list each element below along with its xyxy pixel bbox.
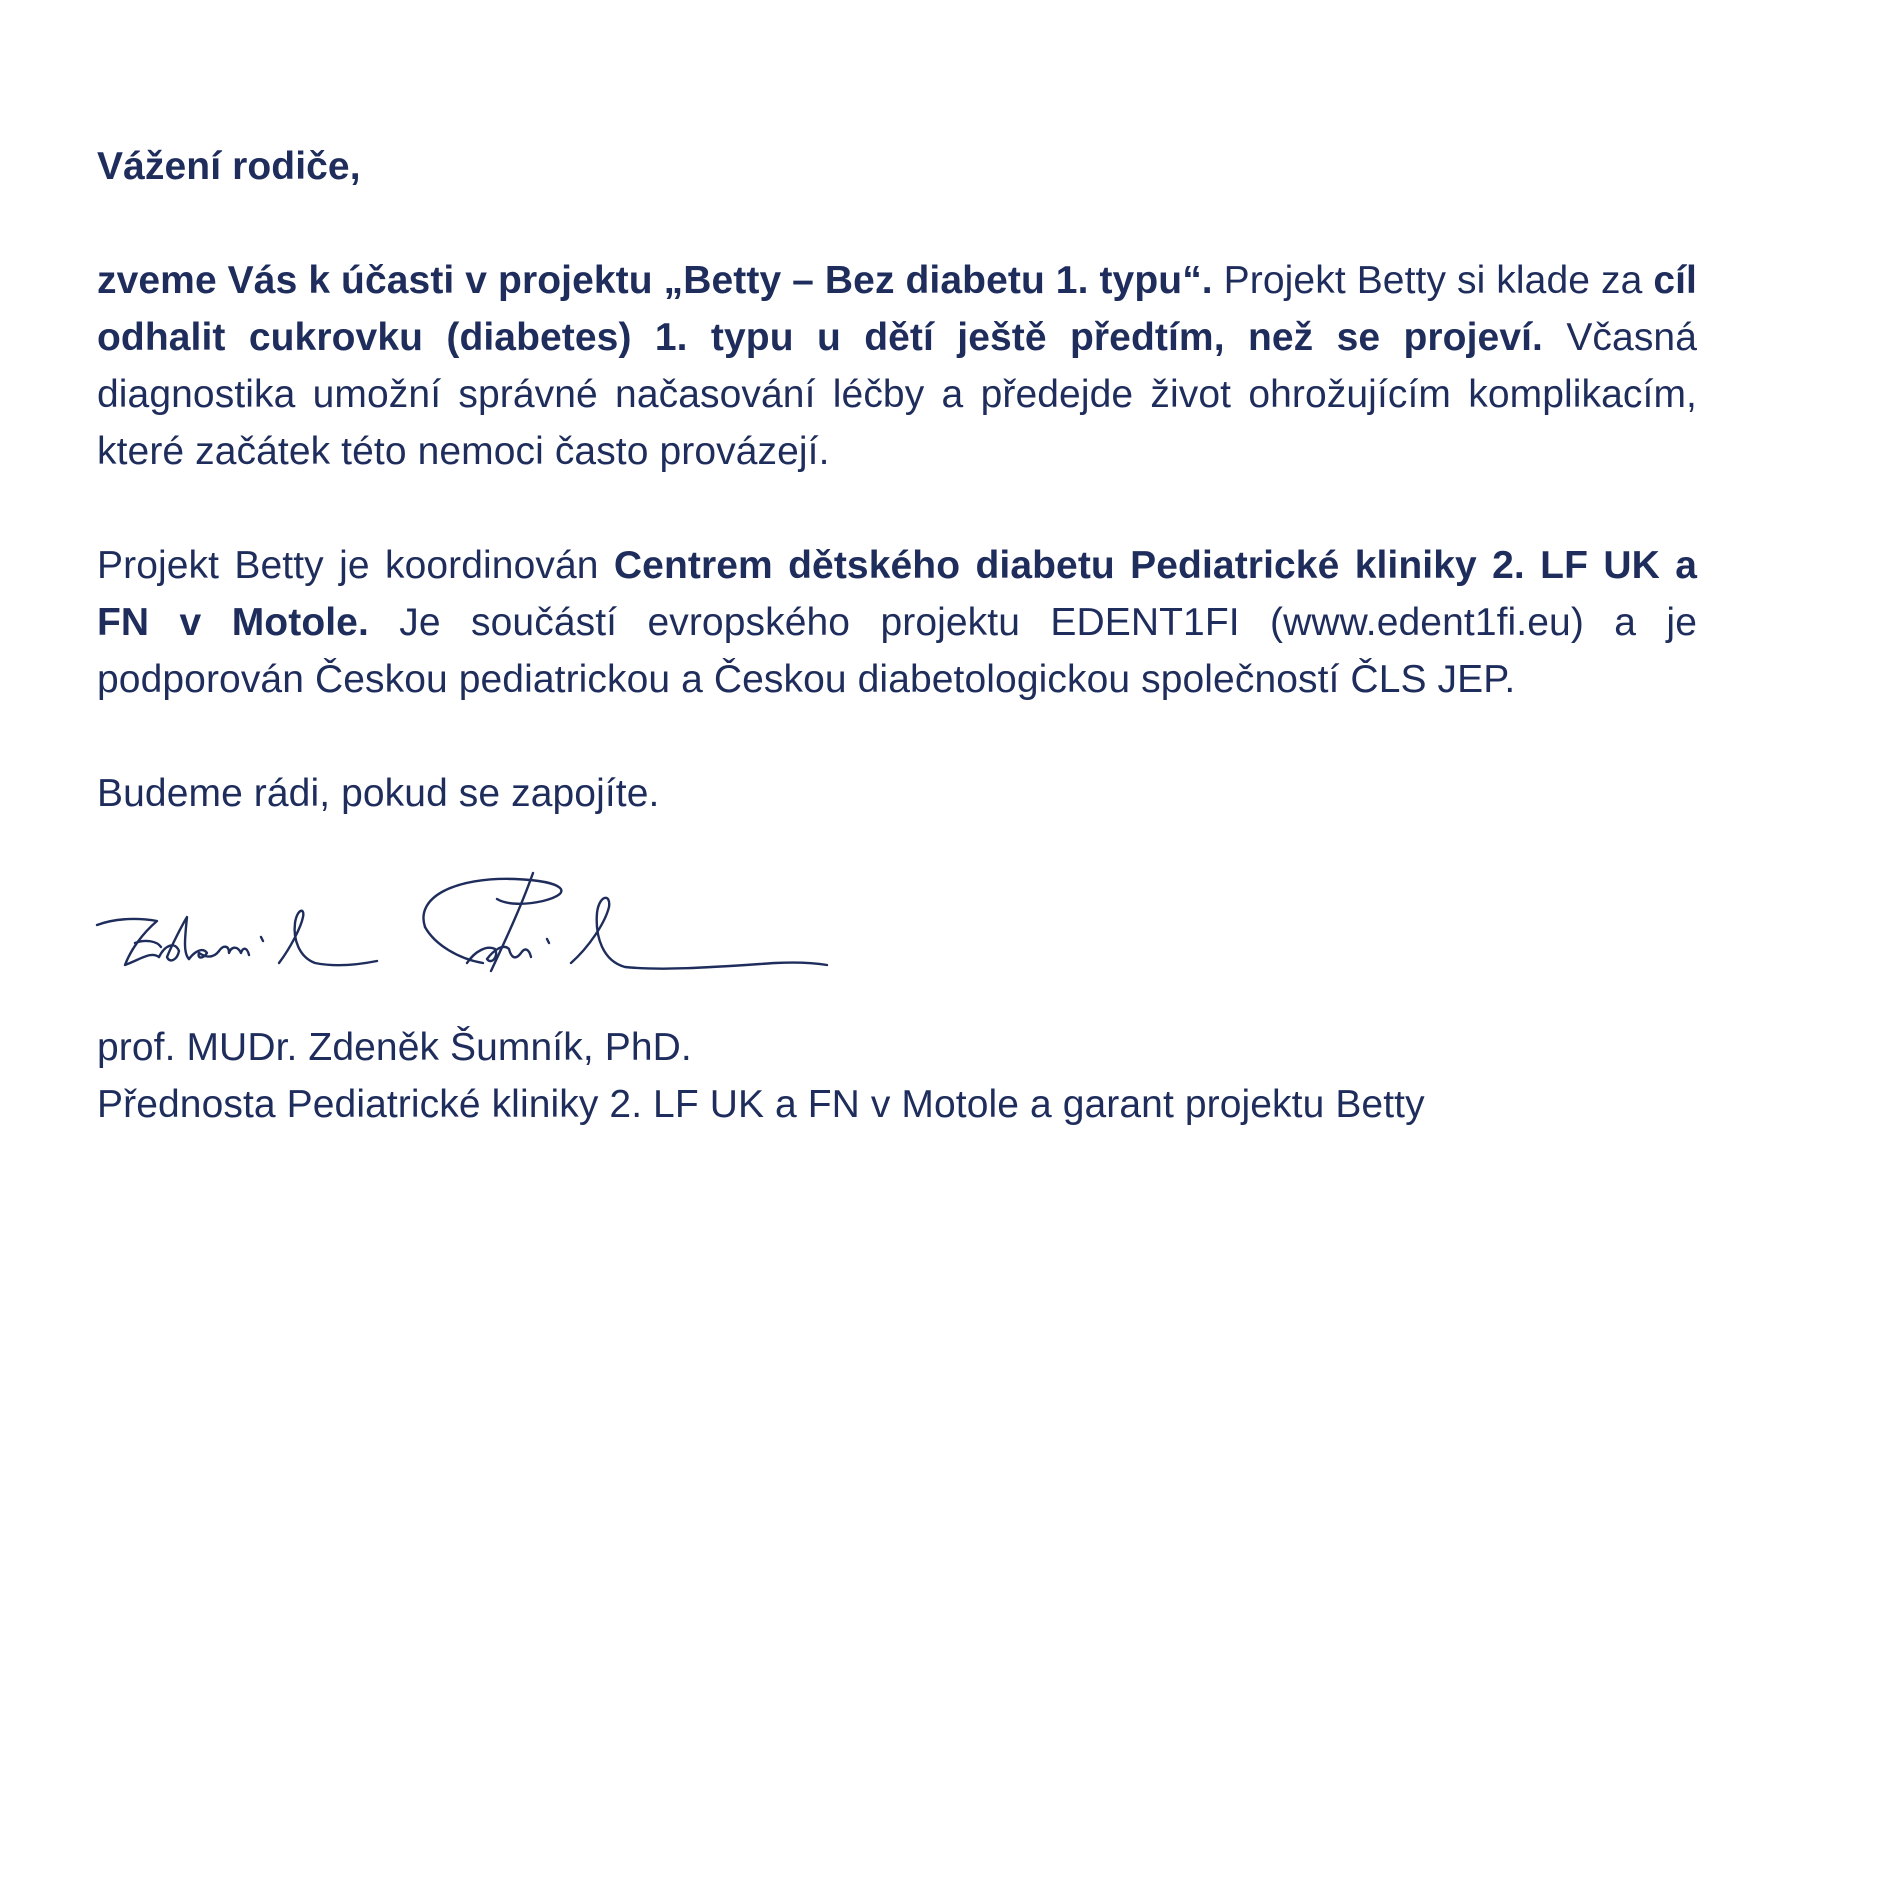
coordination-text-b: Je součástí evropského projektu EDENT1FI (www.edent1fi.eu) a je podporován Českou pediatrickou a Českou diabetologickou společností ČLS JEP. (97, 601, 1697, 701)
intro-text-a: Projekt Betty si klade za (1212, 259, 1654, 302)
coordination-text-a: Projekt Betty je koordinován (97, 544, 614, 587)
signer-name: prof. MUDr. Zdeněk Šumník, PhD. (97, 1026, 692, 1069)
paragraph-intro (97, 252, 1697, 480)
greeting: Vážení rodiče, (97, 145, 361, 188)
handwritten-signature-icon (95, 867, 855, 1007)
intro-text-b: Včasná diagnostika umožní správné načasování léčby a předejde život ohrožujícím komplikacím, které začátek této nemoci často provázejí. (97, 316, 1698, 473)
signer-title: Přednosta Pediatrické kliniky 2. LF UK a FN v Motole a garant projektu Betty (97, 1083, 1425, 1126)
paragraph-coordination (97, 537, 1697, 708)
center-bold: Centrem dětského diabetu Pediatrické kliniky 2. LF UK a FN v Motole. (97, 544, 1697, 644)
letter-body (97, 138, 1697, 1133)
goal-bold: cíl odhalit cukrovku (diabetes) 1. typu u dětí ještě předtím, než se projeví. (97, 259, 1697, 359)
paragraph-closing: Budeme rádi, pokud se zapojíte. (97, 772, 660, 815)
intro-bold: zveme Vás k účasti v projektu „Betty – Bez diabetu 1. typu“. (97, 259, 1213, 302)
signatures (97, 867, 857, 1007)
